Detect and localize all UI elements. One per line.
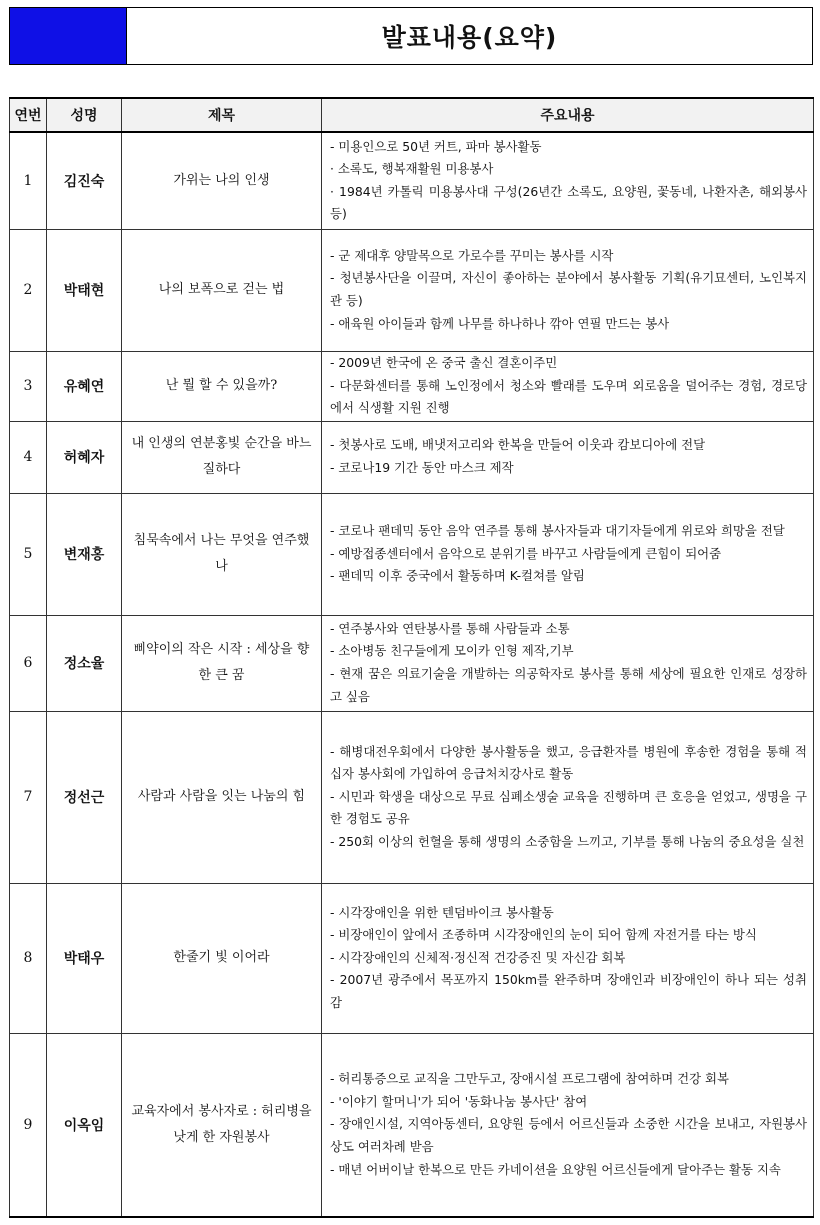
main-content-cell	[322, 132, 814, 229]
content-list	[330, 136, 807, 226]
presenter-name: 변재홍	[47, 493, 122, 615]
content-list	[330, 520, 807, 588]
presenter-name: 박태우	[47, 883, 122, 1033]
presentation-title: 한줄기 빛 이어라	[122, 883, 322, 1033]
main-content-cell	[322, 493, 814, 615]
presenter-name: 허혜자	[47, 421, 122, 493]
content-item: - 비장애인이 앞에서 조종하며 시각장애인의 눈이 되어 함께 자전거를 타는 방식	[330, 927, 757, 943]
content-item: - 군 제대후 양말목으로 가로수를 꾸미는 봉사를 시작	[330, 247, 614, 263]
presentation-table	[9, 97, 814, 1218]
content-item: - 팬데믹 이후 중국에서 활동하며 K-컬쳐를 알림	[330, 568, 585, 584]
row-number: 5	[10, 493, 47, 615]
table-row	[10, 711, 814, 883]
page-title: 발표내용(요약)	[381, 23, 558, 52]
main-content-cell	[322, 1033, 814, 1217]
content-item: - 다문화센터를 통해 노인정에서 청소와 빨래를 도우며 외로움을 덜어주는 경험, 경로당에서 식생활 지원 진행	[330, 377, 807, 416]
content-item: - 첫봉사로 도배, 배냇저고리와 한복을 만들어 이웃과 캄보디아에 전달	[330, 437, 706, 453]
row-number: 7	[10, 711, 47, 883]
content-item: - 예방접종센터에서 음악으로 분위기를 바꾸고 사람들에게 큰힘이 되어줌	[330, 545, 722, 561]
main-content-cell	[322, 421, 814, 493]
content-item: - 해병대전우회에서 다양한 봉사활동을 했고, 응급환자를 병원에 후송한 경험을 통해 적십자 봉사회에 가입하여 응급처치강사로 활동	[330, 743, 807, 782]
row-number: 8	[10, 883, 47, 1033]
presenter-name: 이옥임	[47, 1033, 122, 1217]
content-item: - 매년 어버이날 한복으로 만든 카네이션을 요양원 어르신들에게 달아주는 활동 지속	[330, 1161, 781, 1177]
presentation-title: 삐약이의 작은 시작 : 세상을 향한 큰 꿈	[122, 615, 322, 711]
presenter-name: 정선근	[47, 711, 122, 883]
content-item: - 시각장애인을 위한 텐덤바이크 봉사활동	[330, 904, 554, 920]
content-item: - 2009년 한국에 온 중국 출신 결혼이주민	[330, 355, 558, 371]
presentation-title: 나의 보폭으로 걷는 법	[122, 229, 322, 351]
content-item: - 청년봉사단을 이끌며, 자신이 좋아하는 분야에서 봉사활동 기획(유기묘센터, 노인복지관 등)	[330, 270, 807, 308]
content-item: - 현재 꿈은 의료기술을 개발하는 의공학자로 봉사를 통해 세상에 필요한 인재로 성장하고 싶음	[330, 666, 807, 704]
content-list	[330, 245, 807, 335]
presentation-title: 난 뭘 할 수 있을까?	[122, 351, 322, 421]
presentation-title: 가위는 나의 인생	[122, 132, 322, 229]
row-number: 6	[10, 615, 47, 711]
content-item: - '이야기 할머니'가 되어 '동화나눔 봉사단' 참여	[330, 1093, 588, 1109]
row-number: 2	[10, 229, 47, 351]
table-row	[10, 421, 814, 493]
table-row	[10, 493, 814, 615]
table-row	[10, 615, 814, 711]
content-item: - 코로나 팬데믹 동안 음악 연주를 통해 봉사자들과 대기자들에게 위로와 희망을 전달	[330, 523, 785, 539]
presentation-title: 사람과 사람을 잇는 나눔의 힘	[122, 711, 322, 883]
content-item: - 애육원 아이들과 함께 나무를 하나하나 깎아 연필 만드는 봉사	[330, 315, 670, 331]
table-row	[10, 883, 814, 1033]
content-item: · 소록도, 행복재활원 미용봉사	[330, 161, 494, 177]
content-list	[330, 741, 807, 854]
row-number: 4	[10, 421, 47, 493]
table-row	[10, 229, 814, 351]
content-item: - 코로나19 기간 동안 마스크 제작	[330, 460, 514, 475]
content-item: · 1984년 카톨릭 미용봉사대 구성(26년간 소록도, 요양원, 꽃동네, 나환자촌, 해외봉사 등)	[330, 183, 807, 222]
presentation-title: 교육자에서 봉사자로 : 허리병을 낫게 한 자원봉사	[122, 1033, 322, 1217]
row-number: 1	[10, 132, 47, 229]
content-item: - 2007년 광주에서 목포까지 150km를 완주하며 장애인과 비장애인이 하나 되는 성취감	[330, 972, 807, 1010]
main-content-cell	[322, 711, 814, 883]
main-content-cell	[322, 351, 814, 421]
content-list	[330, 902, 807, 1015]
table-header-row	[10, 98, 814, 132]
content-item: - 250회 이상의 헌혈을 통해 생명의 소중함을 느끼고, 기부를 통해 나눔의 중요성을 실천	[330, 833, 805, 849]
content-list	[330, 352, 807, 420]
content-list	[330, 1068, 807, 1181]
content-item: - 장애인시설, 지역아동센터, 요양원 등에서 어르신들과 소중한 시간을 보내고, 자원봉사 상도 여러차례 받음	[330, 1116, 807, 1155]
column-header-number: 연번	[10, 98, 47, 132]
table-row	[10, 132, 814, 229]
main-content-cell	[322, 883, 814, 1033]
presentation-title: 침묵속에서 나는 무엇을 연주했나	[122, 493, 322, 615]
content-item: - 시민과 학생을 대상으로 무료 심폐소생술 교육을 진행하며 큰 호응을 얻었고, 생명을 구한 경험도 공유	[330, 788, 807, 827]
table-row	[10, 351, 814, 421]
main-content-cell	[322, 229, 814, 351]
row-number: 3	[10, 351, 47, 421]
presenter-name: 김진숙	[47, 132, 122, 229]
content-item: - 시각장애인의 신체적·정신적 건강증진 및 자신감 회복	[330, 949, 626, 965]
table-row	[10, 1033, 814, 1217]
presenter-name: 정소율	[47, 615, 122, 711]
header	[9, 7, 813, 65]
presenter-name: 유혜연	[47, 351, 122, 421]
presenter-name: 박태현	[47, 229, 122, 351]
header-color-block	[10, 8, 127, 64]
presentation-title: 내 인생의 연분홍빛 순간을 바느질하다	[122, 421, 322, 493]
content-item: - 소아병동 친구들에게 모이카 인형 제작,기부	[330, 643, 574, 659]
content-item: - 연주봉사와 연탄봉사를 통해 사람들과 소통	[330, 620, 570, 636]
column-header-name: 성명	[47, 98, 122, 132]
main-content-cell	[322, 615, 814, 711]
column-header-title: 제목	[122, 98, 322, 132]
content-item: - 허리통증으로 교직을 그만두고, 장애시설 프로그램에 참여하며 건강 회복	[330, 1071, 729, 1087]
content-item: - 미용인으로 50년 커트, 파마 봉사활동	[330, 138, 542, 154]
content-list	[330, 618, 807, 708]
content-list	[330, 434, 807, 479]
row-number: 9	[10, 1033, 47, 1217]
column-header-content: 주요내용	[322, 98, 814, 132]
